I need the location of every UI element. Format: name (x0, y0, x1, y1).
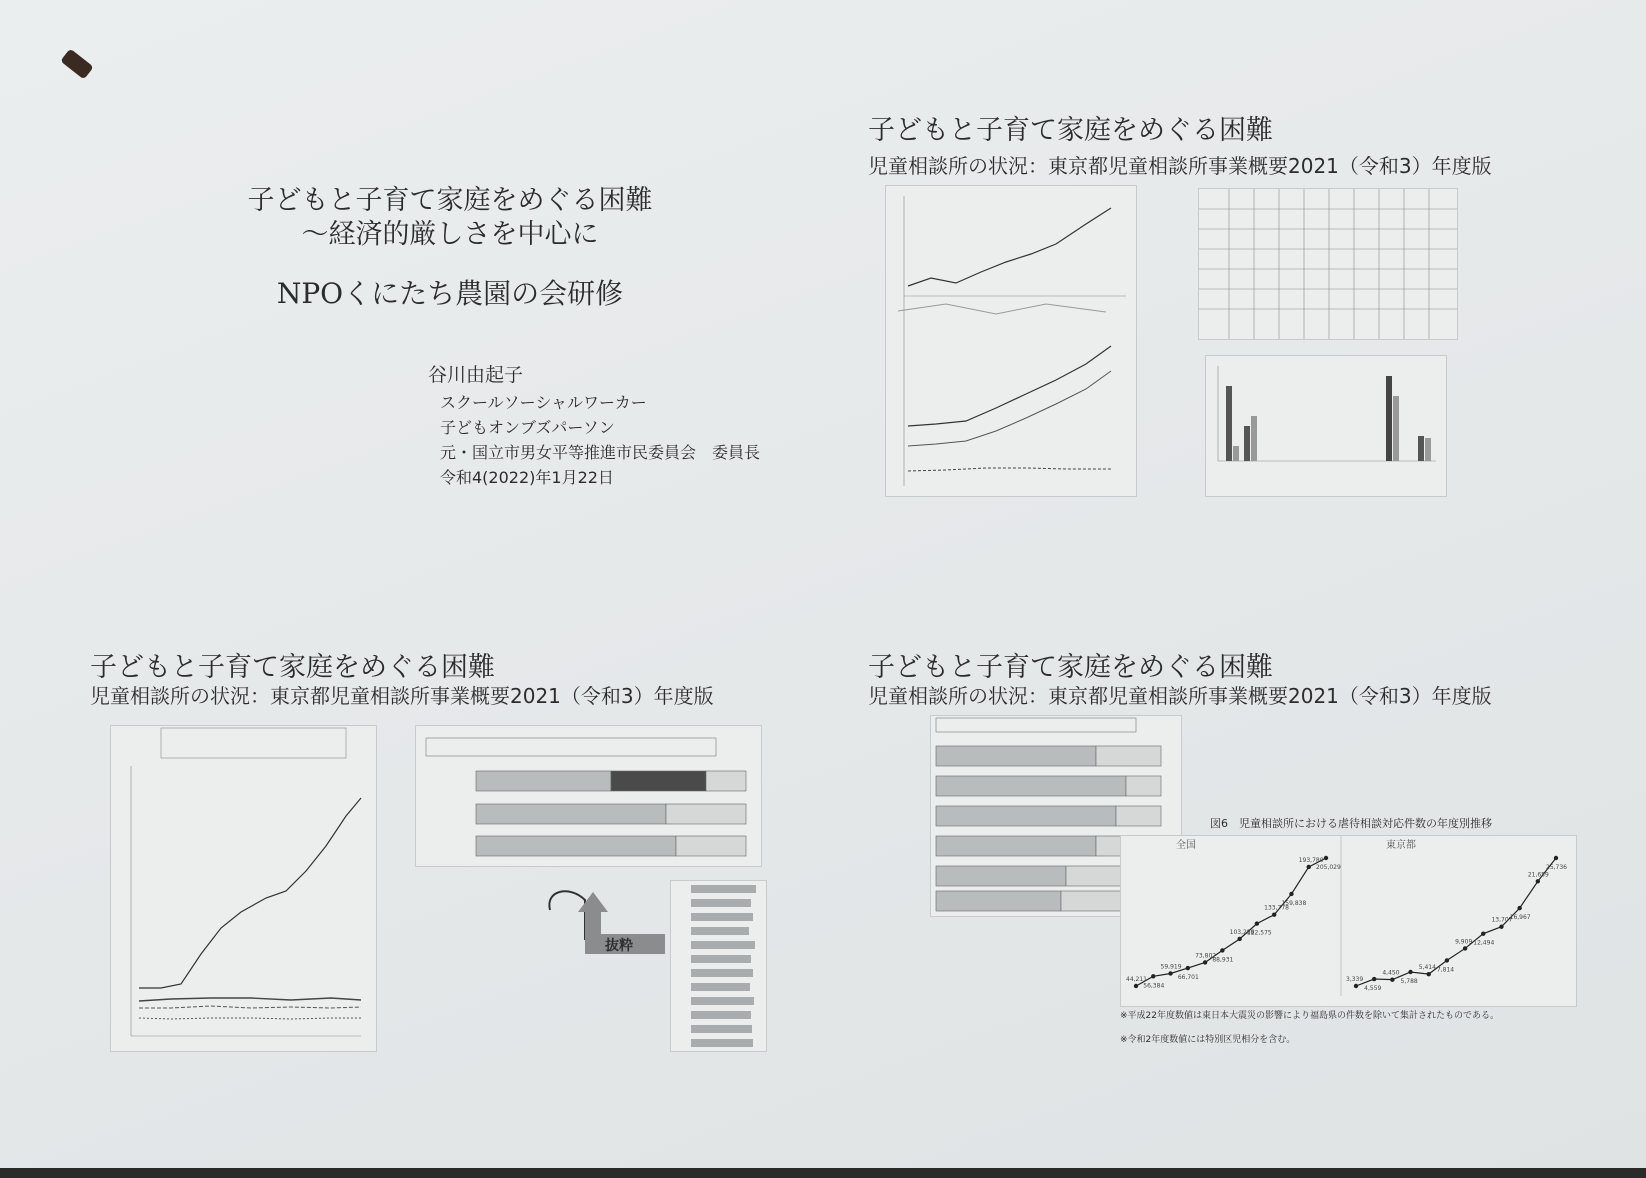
national-point (1151, 974, 1155, 978)
tokyo-value-label: 5,414 (1418, 964, 1436, 972)
national-value-label: 59,919 (1160, 963, 1182, 971)
panel-right-label: 東京都 (1386, 840, 1416, 851)
excerpt-label: 抜粋 (605, 938, 633, 954)
national-value-label: 133,778 (1264, 904, 1289, 912)
tokyo-value-label: 3,339 (1346, 976, 1364, 983)
tokyo-value-label: 9,909 (1455, 938, 1473, 946)
tokyo-point (1408, 970, 1412, 974)
slide3-subtitle: 児童相談所の状況：東京都児童相談所事業概要2021（令和3）年度版 (90, 684, 714, 708)
slide2-bar-chart (1206, 356, 1446, 496)
national-value-label: 88,931 (1212, 956, 1234, 964)
tokyo-point (1372, 977, 1376, 981)
author-name: 谷川由起子 (428, 364, 524, 386)
national-point (1324, 856, 1328, 860)
national-point (1168, 971, 1172, 975)
tokyo-point (1499, 925, 1503, 929)
national-value-label: 122,575 (1246, 929, 1272, 937)
tokyo-point (1390, 977, 1394, 981)
tokyo-point (1463, 946, 1467, 950)
table-edge (0, 1168, 1646, 1178)
national-point (1220, 948, 1224, 952)
national-value-label: 73,802 (1195, 952, 1217, 960)
tokyo-value-label: 7,814 (1436, 966, 1455, 974)
slide2-subtitle: 児童相談所の状況：東京都児童相談所事業概要2021（令和3）年度版 (868, 154, 1492, 178)
abuse-note-1: ※平成22年度数値は東日本大震災の影響により福島県の件数を除いて集計されたものである。 (1120, 1011, 1499, 1021)
slide3-stacked-bar (416, 726, 761, 866)
slide2-bar-chart-figure (1205, 355, 1447, 497)
national-value-label: 193,780 (1298, 856, 1324, 864)
national-point (1307, 865, 1311, 869)
title-line-1: 子どもと子育て家庭をめぐる困難 (247, 185, 653, 216)
slide2-title: 子どもと子育て家庭をめぐる困難 (868, 115, 1273, 146)
tokyo-point (1354, 984, 1358, 988)
affiliation-3: 元・国立市男女平等推進市民委員会 委員長 (440, 443, 761, 462)
national-point (1134, 984, 1138, 988)
tokyo-value-label: 25,736 (1546, 864, 1567, 871)
national-point (1186, 966, 1190, 970)
affiliation-1: スクールソーシャルワーカー (440, 393, 647, 412)
slide2-table-figure (1198, 188, 1458, 340)
slide2-line-chart (886, 186, 1136, 496)
national-value-label: 56,384 (1143, 982, 1165, 990)
national-point (1255, 921, 1259, 925)
tokyo-point (1554, 856, 1558, 860)
national-value-label: 44,211 (1126, 976, 1147, 983)
slide3-excerpt-bars (671, 881, 766, 1051)
tokyo-value-label: 13,707 (1491, 916, 1513, 924)
slide3-excerpt-table (670, 880, 767, 1052)
abuse-line-charts (1121, 836, 1576, 1006)
slide3-line-chart (111, 726, 376, 1051)
slide4-title: 子どもと子育て家庭をめぐる困難 (868, 652, 1273, 683)
affiliation-date: 令和4(2022)年1月22日 (440, 468, 614, 487)
national-point (1203, 960, 1207, 964)
event-name: NPOくにたち農園の会研修 (276, 277, 624, 310)
abuse-chart-caption: 図6 児童相談所における虐待相談対応件数の年度別推移 (1210, 817, 1492, 830)
title-line-2: ～経済的厳しさを中心に (301, 219, 599, 250)
tokyo-value-label: 4,559 (1364, 985, 1382, 993)
national-point (1289, 892, 1293, 896)
affiliation-2: 子どもオンブズパーソン (440, 418, 615, 437)
panel-left-label: 全国 (1176, 840, 1196, 851)
tokyo-point (1427, 972, 1431, 976)
tokyo-point (1517, 906, 1521, 910)
tokyo-value-label: 21,659 (1527, 871, 1549, 879)
tokyo-point (1481, 931, 1485, 935)
slide2-line-chart-figure (885, 185, 1137, 497)
abuse-note-2: ※令和2年度数値には特別区児相分を含む。 (1120, 1035, 1296, 1045)
national-value-label: 103,286 (1229, 928, 1255, 936)
tokyo-point (1536, 879, 1540, 883)
tokyo-value-label: 5,788 (1400, 978, 1418, 986)
slide3-line-chart-figure (110, 725, 377, 1052)
national-value-label: 66,701 (1177, 974, 1199, 982)
slide3-stacked-bar-figure (415, 725, 762, 867)
tokyo-point (1445, 958, 1449, 962)
abuse-chart-figure (1120, 835, 1577, 1007)
national-value-label: 205,029 (1316, 864, 1341, 871)
national-point (1237, 937, 1241, 941)
slide4-subtitle: 児童相談所の状況：東京都児童相談所事業概要2021（令和3）年度版 (868, 684, 1492, 708)
tokyo-value-label: 16,967 (1509, 914, 1531, 922)
national-value-label: 159,838 (1281, 899, 1307, 907)
slide2-table (1199, 189, 1457, 339)
tokyo-value-label: 12,494 (1473, 939, 1495, 947)
tokyo-value-label: 4,450 (1382, 969, 1400, 977)
national-point (1272, 913, 1276, 917)
slide3-title: 子どもと子育て家庭をめぐる困難 (90, 652, 495, 683)
